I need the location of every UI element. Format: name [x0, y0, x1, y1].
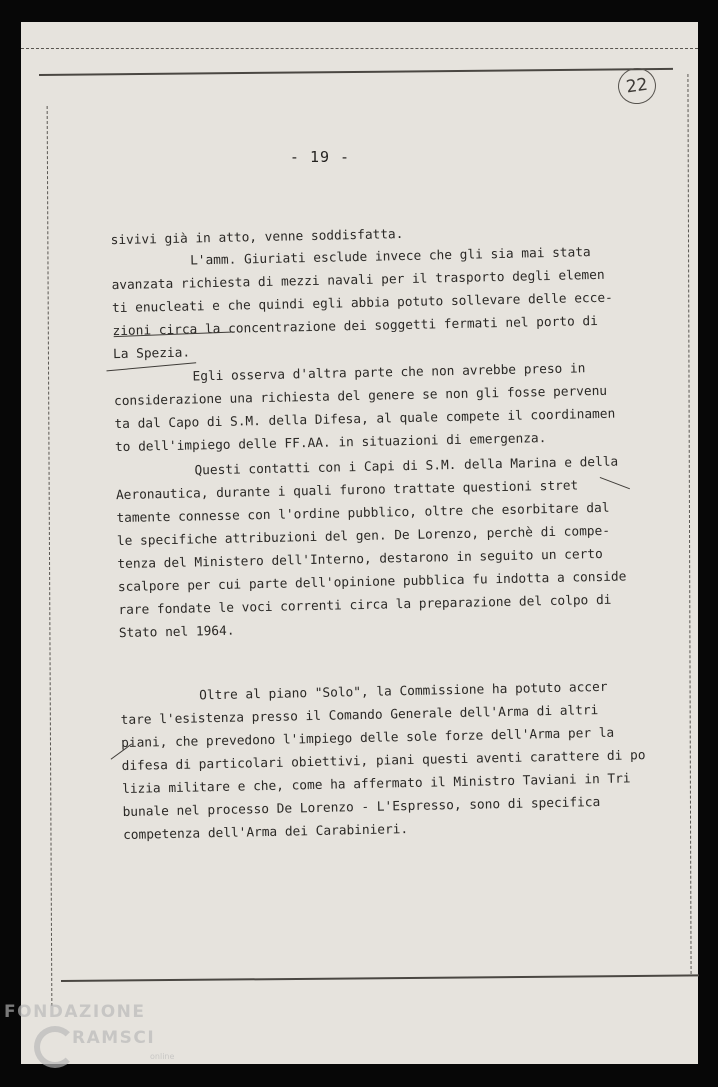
- text-line: scalpore per cui parte dell'opinione pubblica fu indotta a conside: [117, 569, 627, 596]
- page-number: - 19 -: [289, 148, 351, 166]
- text-line: bunale nel processo De Lorenzo - L'Espresso, sono di specifica: [122, 795, 601, 821]
- text-line: Stato nel 1964.: [118, 623, 235, 642]
- text-line: piani, che prevedono l'impiego delle sole forze dell'Arma per la: [121, 725, 615, 752]
- text-line: tare l'esistenza presso il Comando Generale dell'Arma di altri: [120, 703, 599, 729]
- watermark-line2: RAMSCI: [72, 1028, 156, 1048]
- text-line: ti enucleati e che quindi egli abbia potuto sollevare delle ecce-: [111, 290, 613, 317]
- text-line: tenza del Ministero dell'Interno, destarono in seguito un certo: [117, 546, 603, 573]
- text-line: La Spezia.: [112, 345, 191, 363]
- text-line: considerazione una richiesta del genere se non gli fosse pervenu: [113, 383, 608, 410]
- text-line: rare fondate le voci correnti circa la preparazione del colpo di: [118, 592, 612, 619]
- watermark-line1: FONDAZIONE: [4, 1002, 146, 1022]
- text-line: avanzata richiesta di mezzi navali per il trasporto degli elemen: [111, 267, 605, 294]
- text-line: to dell'impiego delle FF.AA. in situazioni di emergenza.: [114, 431, 547, 456]
- watermark-online: online: [150, 1052, 175, 1061]
- text-line: competenza dell'Arma dei Carabinieri.: [122, 822, 409, 844]
- text-line: Questi contatti con i Capi di S.M. della Marina e della: [194, 454, 619, 479]
- pen-mark: [600, 477, 630, 489]
- text-line: le specifiche attribuzioni del gen. De Lorenzo, perchè di compe-: [116, 523, 611, 550]
- text-line: lizia militare e che, come ha affermato il Ministro Taviani in Tri: [122, 771, 631, 798]
- text-line: Oltre al piano "Solo", la Commissione ha potuto accer: [199, 679, 608, 704]
- fondazione-gramsci-watermark: [4, 1002, 184, 1076]
- text-line: tamente connesse con l'ordine pubblico, oltre che esorbitare dal: [116, 500, 610, 527]
- text-line: Aeronautica, durante i quali furono trattate questioni stret: [115, 478, 579, 504]
- text-line: zioni circa la concentrazione dei soggetti fermati nel porto di: [112, 313, 599, 340]
- archive-number-stamp: 22: [616, 66, 659, 107]
- text-line: difesa di particolari obiettivi, piani questi aventi carattere di po: [121, 748, 646, 775]
- text-line: sivivi già in atto, venne soddisfatta.: [110, 227, 404, 249]
- text-line: Egli osserva d'altra parte che non avrebbe preso in: [192, 361, 586, 385]
- text-line: ta dal Capo di S.M. della Difesa, al quale compete il coordinamen: [114, 406, 616, 433]
- text-line: L'amm. Giuriati esclude invece che gli sia mai stata: [189, 245, 591, 269]
- underline-mark: [106, 362, 196, 371]
- watermark-g-logo-icon: [34, 1026, 76, 1068]
